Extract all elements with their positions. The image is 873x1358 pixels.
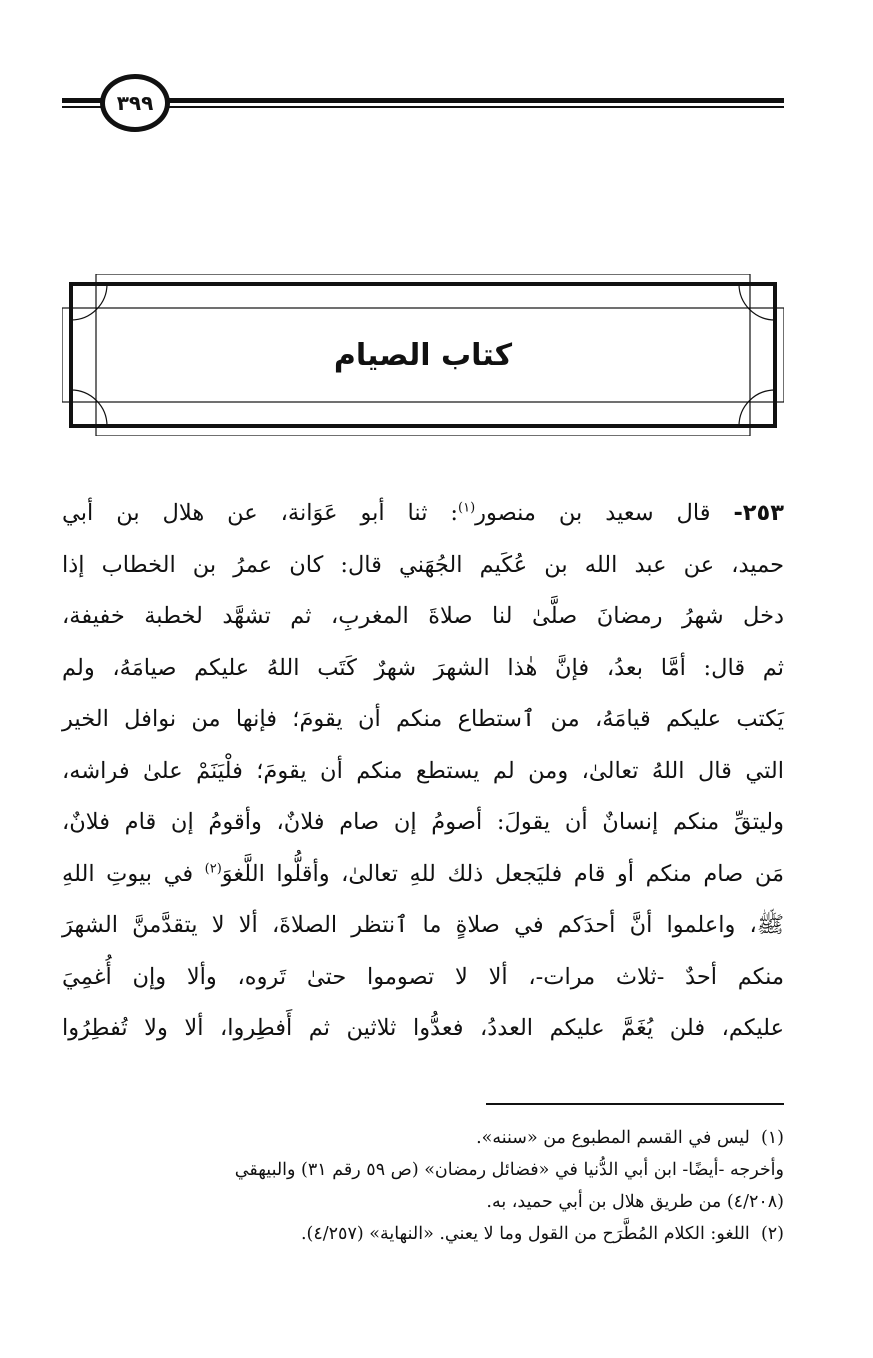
footnote-1-cont2: (٤/٢٠٨) من طريق هلال بن أبي حميد، به. — [486, 1192, 784, 1212]
text-segment: مَن صام منكم أو قام فليَجعل ذلك للهِ تعالىٰ، وأقلُّوا اللَّغوَ — [221, 860, 784, 887]
text-segment: : ثنا أبو عَوَانة، عن هلال بن أبي — [62, 500, 458, 526]
footnote-mark: (١) — [760, 1128, 784, 1148]
header-rule-thin — [62, 106, 784, 108]
footnote-mark: (٢) — [760, 1224, 784, 1244]
text-line-11: عليكم، فلن يُغَمَّ عليكم العددُ، فعدُّوا ثلاثين ثم أَفطِروا، ألا ولا تُفطِرُوا — [62, 1015, 784, 1041]
footnote-2 — [62, 1218, 784, 1250]
text-line-9: ﷺ، واعلموا أنَّ أحدَكم في صلاةٍ ما ٱنتظر الصلاةَ، ألا لا يتقدَّمنَّ الشهرَ — [62, 912, 784, 938]
page-header — [62, 78, 784, 128]
footnote-1-cont: وأخرجه -أيضًا- ابن أبي الدُّنيا في «فضائل رمضان» (ص ٥٩ رقم ٣١) والبيهقي — [234, 1160, 784, 1180]
text-line-8 — [62, 849, 784, 901]
text-line-2: حميد، عن عبد الله بن عُكَيم الجُهَني قال: كان عمرُ بن الخطاب إذا — [62, 551, 784, 578]
text-line-4: ثم قال: أمَّا بعدُ، فإنَّ هٰذا الشهرَ شهرٌ كَتَب اللهُ عليكم صيامَهُ، ولم — [62, 654, 784, 681]
footnote-mark: (١) — [458, 500, 476, 516]
footnote-text: ليس في القسم المطبوع من «سننه». — [476, 1128, 750, 1148]
hadith-number: ٢٥٣- — [733, 500, 784, 526]
footnote-mark: (٢) — [204, 861, 222, 876]
chapter-title-frame — [62, 274, 784, 436]
text-line-5: يَكتب عليكم قيامَهُ، من ٱستطاع منكم أن يقومَ؛ فإنها من نوافل الخير — [62, 706, 784, 732]
footnote-separator — [486, 1103, 784, 1105]
chapter-title: كتاب الصيام — [333, 338, 513, 373]
text-line-6: التي قال اللهُ تعالىٰ، ومن لم يستطع منكم أن يقومَ؛ فلْيَنَمْ علىٰ فراشه، — [62, 757, 784, 784]
page-number-badge — [100, 74, 170, 132]
footnote-1 — [62, 1122, 784, 1154]
text-segment: قال سعيد بن منصور — [475, 500, 711, 526]
text-line-10: منكم أحدٌ -ثلاث مرات-، ألا لا تصوموا حتىٰ تَروه، وألا وإن أُغمِيَ — [62, 963, 784, 990]
text-segment: في بيوتِ اللهِ — [62, 860, 205, 887]
text-line-3: دخل شهرُ رمضانَ صلَّىٰ لنا صلاةَ المغربِ، ثم تشهَّد لخطبة خفيفة، — [62, 603, 784, 629]
page-number: ٣٩٩ — [116, 91, 154, 115]
hadith-text — [62, 488, 784, 1055]
footnote-text: اللغو: الكلام المُطَّرَح من القول وما لا يعني. «النهاية» (٤/٢٥٧). — [300, 1224, 750, 1244]
text-line-7: وليتقِّ منكم إنسانٌ أن يقولَ: أصومُ إن صام فلانٌ، وأقومُ إن قام فلانٌ، — [62, 809, 784, 835]
text-line-1 — [62, 488, 784, 540]
footnotes — [62, 1122, 784, 1250]
header-rule — [62, 98, 784, 103]
